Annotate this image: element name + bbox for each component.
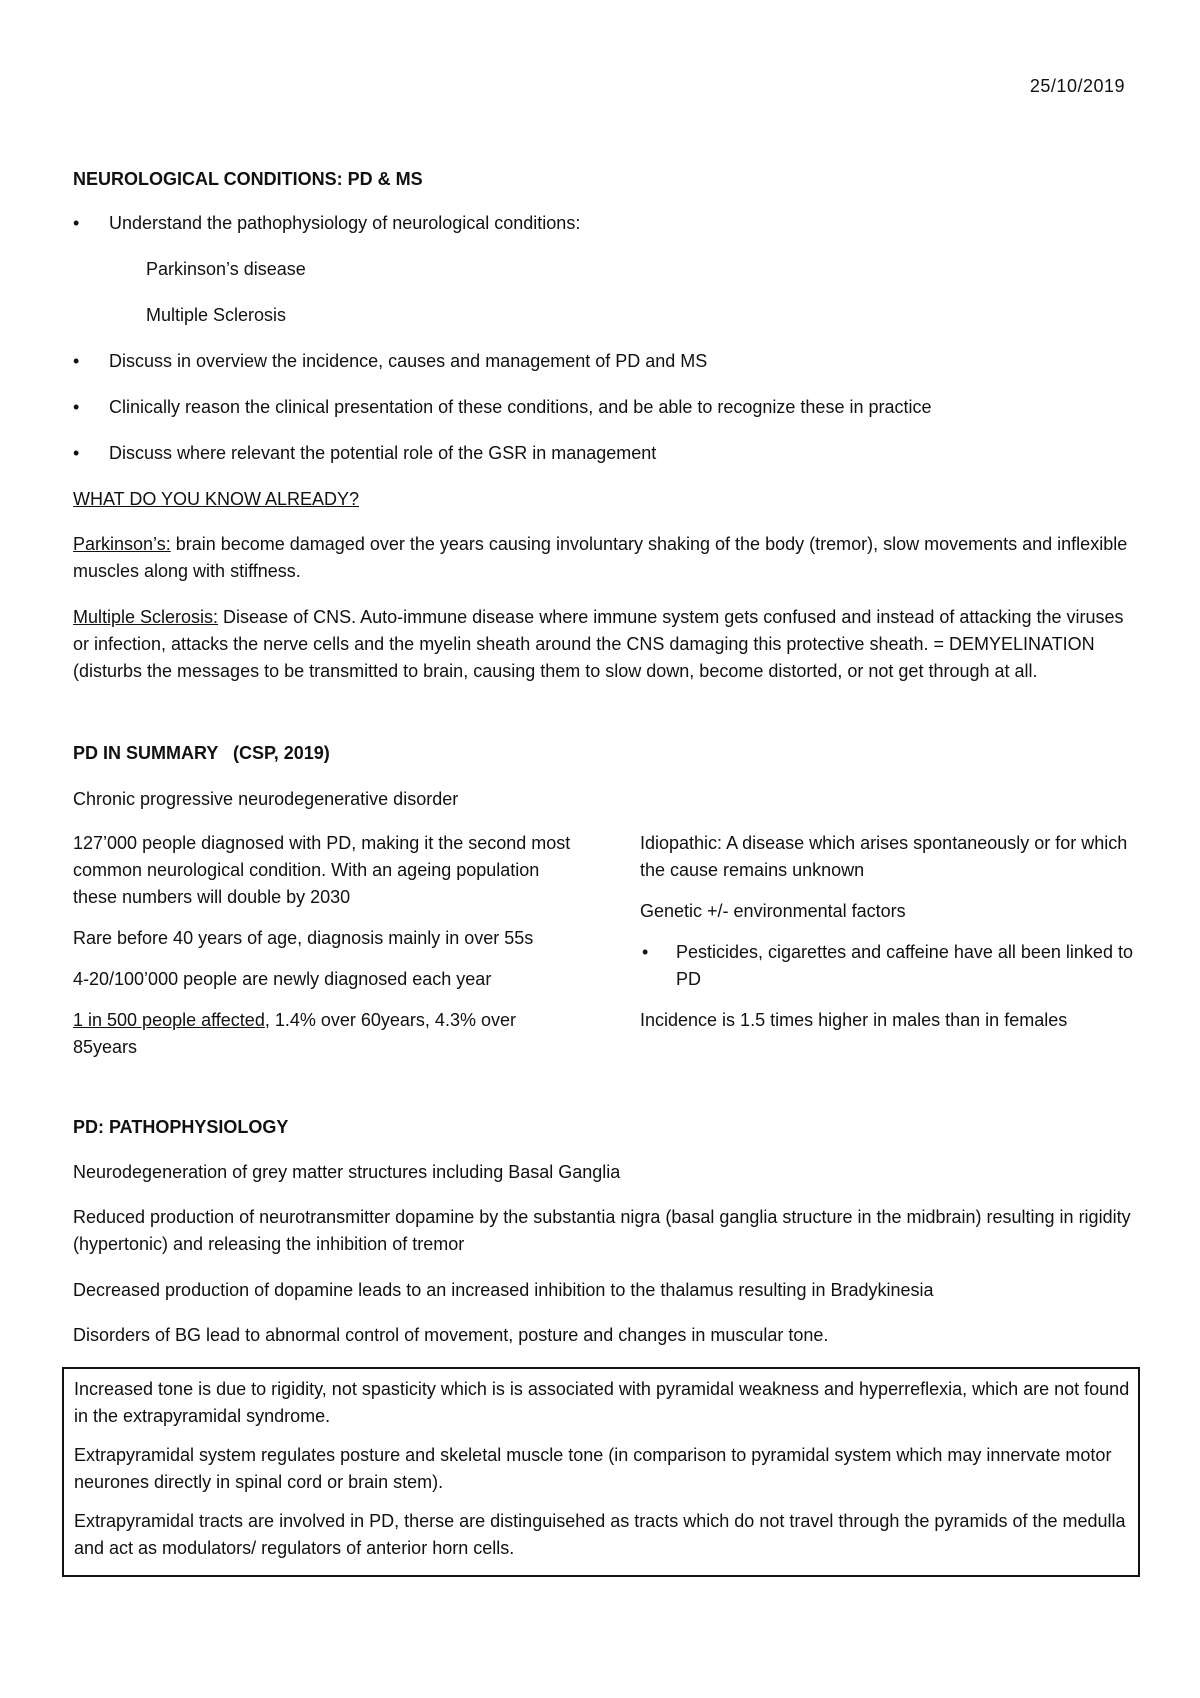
- objective-text: Clinically reason the clinical presentation of these conditions, and be able to recognize these in practice: [109, 397, 932, 417]
- prevalence-underlined: 1 in 500 people affected: [73, 1010, 265, 1030]
- section-heading-pathophysiology: PD: PATHOPHYSIOLOGY: [73, 1117, 289, 1137]
- summary-stat: 127’000 people diagnosed with PD, making it the second most common neurological condition. With an ageing population these numbers will double by 2030: [73, 833, 571, 907]
- objective-text: Discuss in overview the incidence, causes and management of PD and MS: [109, 351, 708, 371]
- parkinsons-label: Parkinson’s:: [73, 534, 171, 554]
- note-paragraph: Increased tone is due to rigidity, not spasticity which is is associated with pyramidal weakness and hyperreflexia, which are not found in the extrapyramidal syndrome.: [74, 1379, 1130, 1426]
- section-heading-know: WHAT DO YOU KNOW ALREADY?: [73, 489, 360, 509]
- note-paragraph: Extrapyramidal system regulates posture and skeletal muscle tone (in comparison to pyramidal system which may innervate motor neurones directly in spinal cord or brain stem).: [74, 1445, 1112, 1492]
- summary-stat: Rare before 40 years of age, diagnosis mainly in over 55s: [73, 928, 534, 948]
- patho-paragraph: Disorders of BG lead to abnormal control of movement, posture and changes in muscular tone.: [73, 1325, 829, 1345]
- parkinsons-definition: [73, 531, 1133, 585]
- document-title: NEUROLOGICAL CONDITIONS: PD & MS: [73, 169, 423, 189]
- summary-stat: 4-20/100’000 people are newly diagnosed each year: [73, 969, 492, 989]
- summary-intro: Chronic progressive neurodegenerative disorder: [73, 789, 459, 809]
- risk-factor-text: Pesticides, cigarettes and caffeine have all been linked to PD: [676, 942, 1133, 989]
- summary-stat: [73, 1007, 573, 1061]
- ms-text: Disease of CNS. Auto-immune disease where immune system gets confused and instead of attacking the viruses or infection, attacks the nerve cells and the myelin sheath around the CNS damaging this protective sheath. = DEMYELINATION (disturbs the messages to be transmitted to brain, causing them to slow down, become distorted, or not get through at all.: [73, 607, 1124, 681]
- risk-factor-item: [640, 939, 1136, 993]
- patho-paragraph: Decreased production of dopamine leads to an increased inhibition to the thalamus resulting in Bradykinesia: [73, 1280, 934, 1300]
- condition-item: Parkinson’s disease: [146, 259, 306, 279]
- note-paragraph: Extrapyramidal tracts are involved in PD, therse are distinguisehed as tracts which do not travel through the pyramids of the medulla and act as modulators/ regulators of anterior horn cells.: [74, 1511, 1126, 1558]
- summary-right-column: [640, 830, 1140, 1034]
- summary-cause: Idiopathic: A disease which arises spontaneously or for which the cause remains unknown: [640, 833, 1128, 880]
- objective-text: Discuss where relevant the potential role of the GSR in management: [109, 443, 657, 463]
- parkinsons-text: brain become damaged over the years causing involuntary shaking of the body (tremor), slow movements and inflexible muscles along with stiffness.: [73, 534, 1128, 581]
- note-box: [62, 1367, 1140, 1577]
- ms-definition: [73, 604, 1143, 685]
- section-heading-summary: PD IN SUMMARY (CSP, 2019): [73, 743, 330, 763]
- condition-item: Multiple Sclerosis: [146, 305, 287, 325]
- bullet-icon: •: [73, 397, 80, 417]
- bullet-icon: •: [642, 942, 649, 962]
- patho-paragraph: Reduced production of neurotransmitter dopamine by the substantia nigra (basal ganglia structure in the midbrain) resulting in rigidity (hypertonic) and releasing the inhibition of tremor: [73, 1207, 1131, 1254]
- summary-cause: Incidence is 1.5 times higher in males than in females: [640, 1010, 1068, 1030]
- objective-text: Understand the pathophysiology of neurological conditions:: [109, 213, 581, 233]
- bullet-icon: •: [73, 351, 80, 371]
- summary-cause: Genetic +/- environmental factors: [640, 901, 906, 921]
- bullet-icon: •: [73, 213, 80, 233]
- ms-label: Multiple Sclerosis:: [73, 607, 219, 627]
- bullet-icon: •: [73, 443, 80, 463]
- patho-paragraph: Neurodegeneration of grey matter structures including Basal Ganglia: [73, 1162, 621, 1182]
- document-date: 25/10/2019: [1029, 76, 1125, 96]
- prevalence-rest: , 1.4% over 60years, 4.3% over 85years: [73, 1010, 516, 1057]
- summary-left-column: [73, 830, 583, 1061]
